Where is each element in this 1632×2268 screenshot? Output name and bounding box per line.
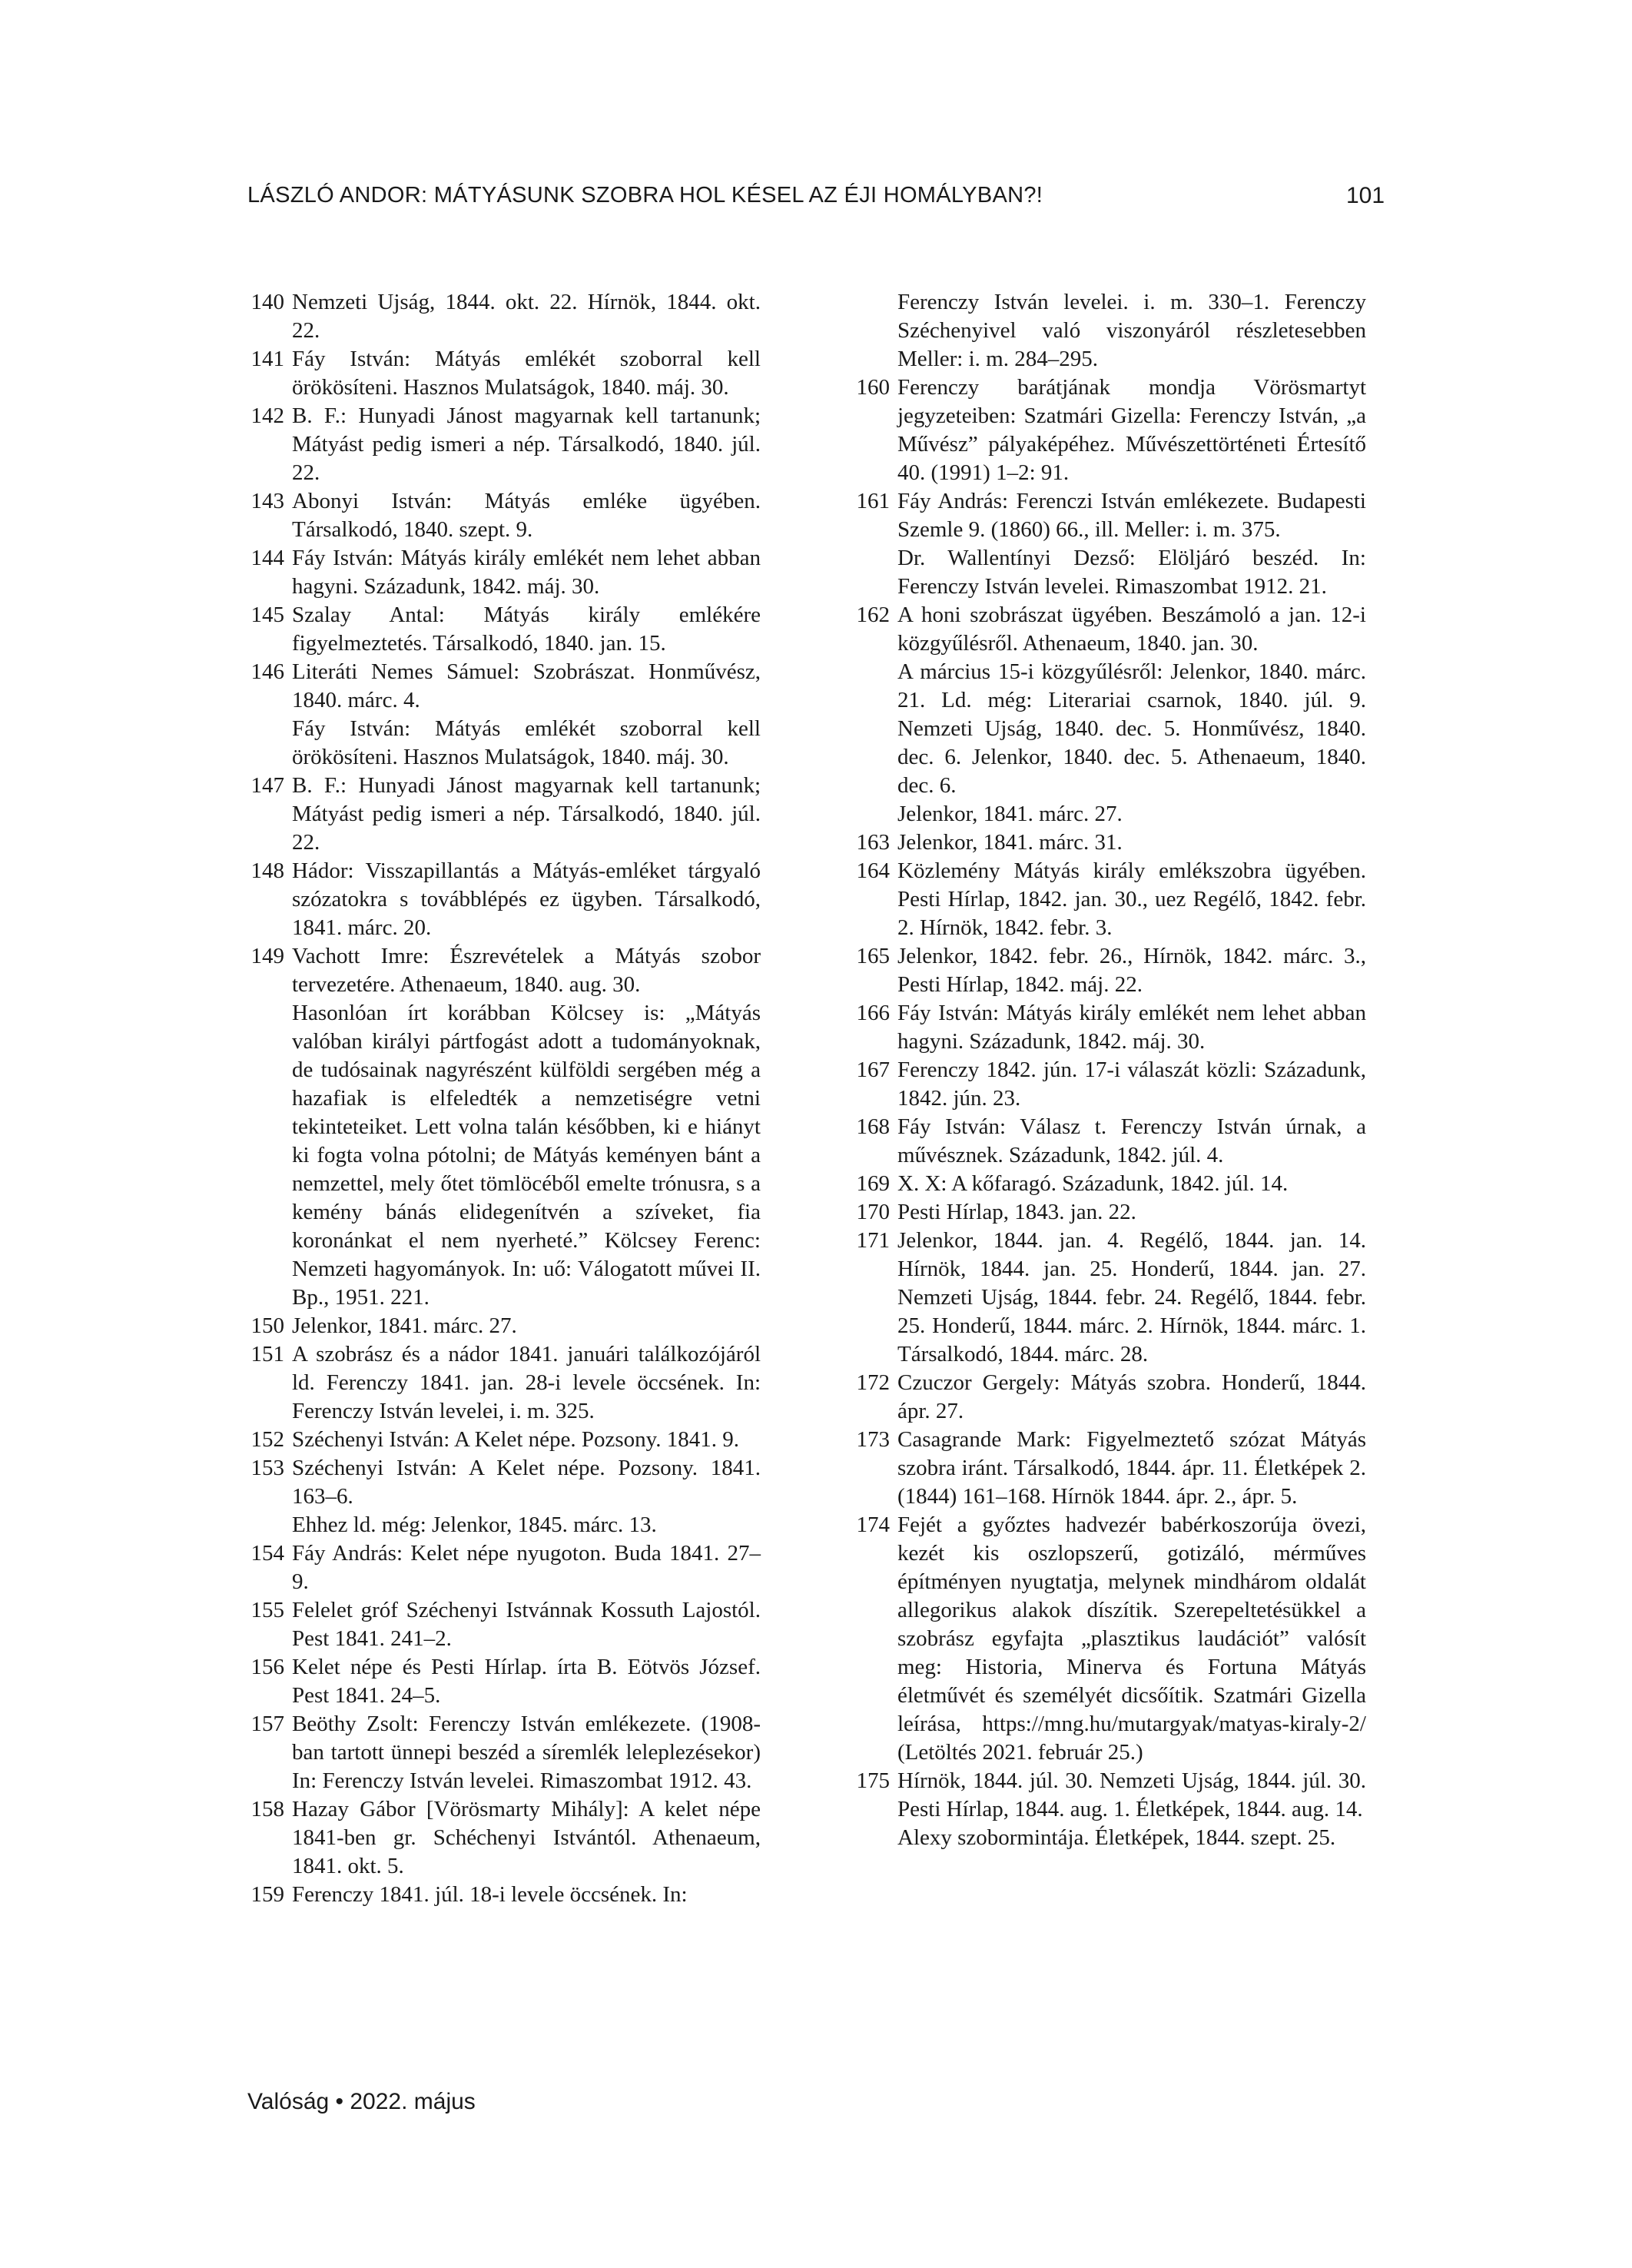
footnote-text: Casagrande Mark: Figyelmeztető szózat Mátyás szobra iránt. Társalkodó, 1844. ápr. 11. Életképek 2. (1844) 161–168. Hírnök 1844. ápr. 2., ápr. 5. bbox=[897, 1427, 1366, 1509]
footnote-text: Fáy István: Mátyás emlékét szoborral kell örökösíteni. Hasznos Mulatságok, 1840. máj. 30. bbox=[292, 716, 761, 769]
footer-journal-issue: Valóság • 2022. május bbox=[247, 2089, 476, 2114]
footnote-text: Kelet népe és Pesti Hírlap. írta B. Eötvös József. Pest 1841. 24–5. bbox=[292, 1655, 761, 1708]
footnote-143 bbox=[207, 487, 761, 544]
footnote-continuation bbox=[813, 1824, 1366, 1852]
footnote-146 bbox=[207, 658, 761, 715]
footnote-text: Hádor: Visszapillantás a Mátyás-emléket tárgyaló szózatokra s továbblépés ez ügyben. Társalkodó, 1841. márc. 20. bbox=[292, 858, 761, 940]
footnote-number: 141 bbox=[250, 347, 284, 371]
footnote-167 bbox=[813, 1056, 1366, 1113]
footnote-text: Abonyi István: Mátyás emléke ügyében. Társalkodó, 1840. szept. 9. bbox=[292, 489, 761, 542]
footnote-text: B. F.: Hunyadi Jánost magyarnak kell tartanunk; Mátyást pedig ismeri a nép. Társalkodó, 1840. júl. 22. bbox=[292, 773, 761, 855]
footnote-number: 173 bbox=[856, 1427, 890, 1452]
running-header-title: LÁSZLÓ ANDOR: MÁTYÁSUNK SZOBRA HOL KÉSEL AZ ÉJI HOMÁLYBAN?! bbox=[247, 183, 1043, 208]
footnote-text: Ferenczy István levelei. i. m. 330–1. Ferenczy Széchenyivel való viszonyáról részletesebben Meller: i. m. 284–295. bbox=[897, 290, 1366, 371]
footnote-number: 162 bbox=[856, 603, 890, 627]
footnote-166 bbox=[813, 999, 1366, 1056]
footnote-141 bbox=[207, 345, 761, 402]
footnote-number: 160 bbox=[856, 375, 890, 400]
footnote-169 bbox=[813, 1170, 1366, 1198]
footnote-text: Fáy István: Mátyás király emlékét nem lehet abban hagyni. Századunk, 1842. máj. 30. bbox=[897, 1001, 1366, 1054]
footnote-text: Alexy szobormintája. Életképek, 1844. szept. 25. bbox=[897, 1825, 1336, 1850]
footnote-text: Fáy István: Válasz t. Ferenczy István úrnak, a művésznek. Századunk, 1842. júl. 4. bbox=[897, 1114, 1366, 1167]
footnotes-left-column bbox=[207, 288, 761, 1909]
footnote-number: 172 bbox=[856, 1370, 890, 1395]
footnote-text: Fáy István: Mátyás emlékét szoborral kell örökösíteni. Hasznos Mulatságok, 1840. máj. 30. bbox=[292, 347, 761, 400]
footnote-continuation bbox=[813, 288, 1366, 374]
footnote-text: Széchenyi István: A Kelet népe. Pozsony. 1841. 9. bbox=[292, 1427, 740, 1452]
footnote-171 bbox=[813, 1227, 1366, 1369]
footnote-number: 143 bbox=[250, 489, 284, 513]
footnote-148 bbox=[207, 857, 761, 942]
footnote-153 bbox=[207, 1454, 761, 1511]
footnote-number: 151 bbox=[250, 1342, 284, 1366]
footnote-continuation bbox=[207, 1511, 761, 1539]
footnote-number: 166 bbox=[856, 1001, 890, 1025]
footnote-text: Nemzeti Ujság, 1844. okt. 22. Hírnök, 1844. okt. 22. bbox=[292, 290, 761, 343]
footnote-text: Fáy András: Kelet népe nyugoton. Buda 1841. 27–9. bbox=[292, 1541, 761, 1594]
footnote-number: 150 bbox=[250, 1313, 284, 1338]
footnote-number: 154 bbox=[250, 1541, 284, 1566]
footnote-text: Jelenkor, 1841. márc. 31. bbox=[897, 830, 1123, 855]
footnote-text: Szalay Antal: Mátyás király emlékére figyelmeztetés. Társalkodó, 1840. jan. 15. bbox=[292, 603, 761, 656]
footnote-number: 158 bbox=[250, 1797, 284, 1821]
footnote-number: 175 bbox=[856, 1768, 890, 1793]
footnote-text: Fejét a győztes hadvezér babérkoszorúja övezi, kezét kis oszlopszerű, gotizáló, mérműves építményen nyugtatja, melynek mindhárom oldalát allegorikus alakok díszítik. Szerepeltetésükkel a szobrász egyfajta „plasztikus laudációt” valósít meg: Historia, Minerva és Fortuna Mátyás életművét és személyét dicsőítik. Szatmári Gizella leírása, https://mng.hu/mutargyak/matyas-kiraly-2/ (Letöltés 2021. február 25.) bbox=[897, 1513, 1366, 1765]
footnote-number: 157 bbox=[250, 1712, 284, 1736]
footnote-number: 142 bbox=[250, 403, 284, 428]
footnote-number: 161 bbox=[856, 489, 890, 513]
footnote-158 bbox=[207, 1795, 761, 1881]
footnote-number: 168 bbox=[856, 1114, 890, 1139]
footnote-147 bbox=[207, 772, 761, 857]
footnote-164 bbox=[813, 857, 1366, 942]
footnote-140 bbox=[207, 288, 761, 345]
footnote-number: 153 bbox=[250, 1456, 284, 1480]
footnote-163 bbox=[813, 829, 1366, 857]
footnote-159 bbox=[207, 1881, 761, 1909]
footnote-161 bbox=[813, 487, 1366, 544]
footnote-154 bbox=[207, 1539, 761, 1596]
footnote-text: Beöthy Zsolt: Ferenczy István emlékezete. (1908-ban tartott ünnepi beszéd a síremlék leleplezésekor) In: Ferenczy István levelei. Rimaszombat 1912. 43. bbox=[292, 1712, 761, 1793]
footnote-174 bbox=[813, 1511, 1366, 1767]
footnote-text: X. X: A kőfaragó. Századunk, 1842. júl. 14. bbox=[897, 1171, 1289, 1196]
footnote-text: Vachott Imre: Észrevételek a Mátyás szobor tervezetére. Athenaeum, 1840. aug. 30. bbox=[292, 944, 761, 997]
footnote-173 bbox=[813, 1426, 1366, 1511]
footnote-144 bbox=[207, 544, 761, 601]
footnote-text: Hírnök, 1844. júl. 30. Nemzeti Ujság, 1844. júl. 30. Pesti Hírlap, 1844. aug. 1. Életképek, 1844. aug. 14. bbox=[897, 1768, 1366, 1821]
footnote-continuation bbox=[207, 999, 761, 1312]
footnote-162 bbox=[813, 601, 1366, 658]
footnote-text: Fáy András: Ferenczi István emlékezete. Budapesti Szemle 9. (1860) 66., ill. Meller: i. m. 375. bbox=[897, 489, 1366, 542]
footnote-number: 163 bbox=[856, 830, 890, 855]
footnote-text: Hazay Gábor [Vörösmarty Mihály]: A kelet népe 1841-ben gr. Schéchenyi Istvántól. Athenaeum, 1841. okt. 5. bbox=[292, 1797, 761, 1878]
footnote-text: Jelenkor, 1841. márc. 27. bbox=[292, 1313, 517, 1338]
footnote-text: Pesti Hírlap, 1843. jan. 22. bbox=[897, 1200, 1136, 1224]
footnote-150 bbox=[207, 1312, 761, 1340]
footnote-number: 145 bbox=[250, 603, 284, 627]
footnote-170 bbox=[813, 1198, 1366, 1227]
footnote-text: Dr. Wallentínyi Dezső: Elöljáró beszéd. In: Ferenczy István levelei. Rimaszombat 1912. 21. bbox=[897, 546, 1366, 599]
footnote-number: 159 bbox=[250, 1882, 284, 1907]
footnote-175 bbox=[813, 1767, 1366, 1824]
footnote-number: 169 bbox=[856, 1171, 890, 1196]
footnote-number: 146 bbox=[250, 659, 284, 684]
footnote-text: Ehhez ld. még: Jelenkor, 1845. márc. 13. bbox=[292, 1513, 657, 1537]
footnote-172 bbox=[813, 1369, 1366, 1426]
footnote-number: 156 bbox=[250, 1655, 284, 1679]
footnote-number: 167 bbox=[856, 1058, 890, 1082]
footnote-168 bbox=[813, 1113, 1366, 1170]
footnote-text: B. F.: Hunyadi Jánost magyarnak kell tartanunk; Mátyást pedig ismeri a nép. Társalkodó, 1840. júl. 22. bbox=[292, 403, 761, 485]
footnote-text: Ferenczy barátjának mondja Vörösmartyt jegyzeteiben: Szatmári Gizella: Ferenczy István, „a Művész” pályaképéhez. Művészettörténeti Értesítő 40. (1991) 1–2: 91. bbox=[897, 375, 1366, 485]
footnote-number: 165 bbox=[856, 944, 890, 968]
page-number: 101 bbox=[1346, 183, 1385, 208]
footnote-text: Jelenkor, 1844. jan. 4. Regélő, 1844. jan. 14. Hírnök, 1844. jan. 25. Honderű, 1844. jan. 27. Nemzeti Ujság, 1844. febr. 24. Regélő, 1844. febr. 25. Honderű, 1844. márc. 2. Hírnök, 1844. márc. 1. Társalkodó, 1844. márc. 28. bbox=[897, 1228, 1366, 1366]
footnote-text: Jelenkor, 1842. febr. 26., Hírnök, 1842. márc. 3., Pesti Hírlap, 1842. máj. 22. bbox=[897, 944, 1366, 997]
footnote-text: Ferenczy 1841. júl. 18-i levele öccsének. In: bbox=[292, 1882, 688, 1907]
footnote-number: 149 bbox=[250, 944, 284, 968]
footnote-text: A honi szobrászat ügyében. Beszámoló a jan. 12-i közgyűlésről. Athenaeum, 1840. jan. 30. bbox=[897, 603, 1366, 656]
footnote-number: 144 bbox=[250, 546, 284, 570]
footnote-text: Fáy István: Mátyás király emlékét nem lehet abban hagyni. Századunk, 1842. máj. 30. bbox=[292, 546, 761, 599]
footnote-text: A szobrász és a nádor 1841. januári találkozójáról ld. Ferenczy 1841. jan. 28-i levele öccsének. In: Ferenczy István levelei, i. m. 325. bbox=[292, 1342, 761, 1423]
footnote-151 bbox=[207, 1340, 761, 1426]
footnote-text: Felelet gróf Széchenyi Istvánnak Kossuth Lajostól. Pest 1841. 241–2. bbox=[292, 1598, 761, 1651]
footnote-number: 152 bbox=[250, 1427, 284, 1452]
footnote-number: 170 bbox=[856, 1200, 890, 1224]
footnote-165 bbox=[813, 942, 1366, 999]
footnote-text: Jelenkor, 1841. márc. 27. bbox=[897, 802, 1123, 826]
footnote-155 bbox=[207, 1596, 761, 1653]
footnote-continuation bbox=[813, 800, 1366, 829]
footnote-continuation bbox=[207, 715, 761, 772]
footnote-number: 155 bbox=[250, 1598, 284, 1622]
footnote-text: Literáti Nemes Sámuel: Szobrászat. Honművész, 1840. márc. 4. bbox=[292, 659, 761, 712]
footnote-160 bbox=[813, 374, 1366, 487]
footnote-continuation bbox=[813, 544, 1366, 601]
footnote-number: 148 bbox=[250, 858, 284, 883]
footnote-number: 164 bbox=[856, 858, 890, 883]
footnote-text: Ferenczy 1842. jún. 17-i válaszát közli: Századunk, 1842. jún. 23. bbox=[897, 1058, 1366, 1111]
footnotes-right-column bbox=[813, 288, 1366, 1852]
footnote-continuation bbox=[813, 658, 1366, 800]
footnote-149 bbox=[207, 942, 761, 999]
footnote-145 bbox=[207, 601, 761, 658]
footnote-152 bbox=[207, 1426, 761, 1454]
footnote-text: Czuczor Gergely: Mátyás szobra. Honderű, 1844. ápr. 27. bbox=[897, 1370, 1366, 1423]
footnote-text: Közlemény Mátyás király emlékszobra ügyében. Pesti Hírlap, 1842. jan. 30., uez Regélő, 1842. febr. 2. Hírnök, 1842. febr. 3. bbox=[897, 858, 1366, 940]
footnote-156 bbox=[207, 1653, 761, 1710]
footnote-157 bbox=[207, 1710, 761, 1795]
footnote-number: 174 bbox=[856, 1513, 890, 1537]
footnote-number: 140 bbox=[250, 290, 284, 314]
footnote-text: A március 15-i közgyűlésről: Jelenkor, 1840. márc. 21. Ld. még: Literariai csarnok, 1840. júl. 9. Nemzeti Ujság, 1840. dec. 5. Honművész, 1840. dec. 6. Jelenkor, 1840. dec. 5. Athenaeum, 1840. dec. 6. bbox=[897, 659, 1366, 798]
footnote-text: Széchenyi István: A Kelet népe. Pozsony. 1841. 163–6. bbox=[292, 1456, 761, 1509]
footnote-142 bbox=[207, 402, 761, 487]
footnote-text: Hasonlóan írt korábban Kölcsey is: „Mátyás valóban királyi pártfogást adott a tudományoknak, de tudósainak nagyrészént külföldi sergében még a hazafiak is elfeledték a nemzetiségre vetni tekinteteiket. Lett volna talán későbben, ki e hiányt ki fogta volna pótolni; de Mátyás keményen bánt a nemzettel, mely őtet tömlöcéből emelte trónusra, s a kemény bánás elidegenítvén a szíveket, fia koronánkat el nem nyerheté.” Kölcsey Ferenc: Nemzeti hagyományok. In: uő: Válogatott művei II. Bp., 1951. 221. bbox=[292, 1001, 761, 1310]
footnote-number: 171 bbox=[856, 1228, 890, 1253]
footnote-number: 147 bbox=[250, 773, 284, 798]
